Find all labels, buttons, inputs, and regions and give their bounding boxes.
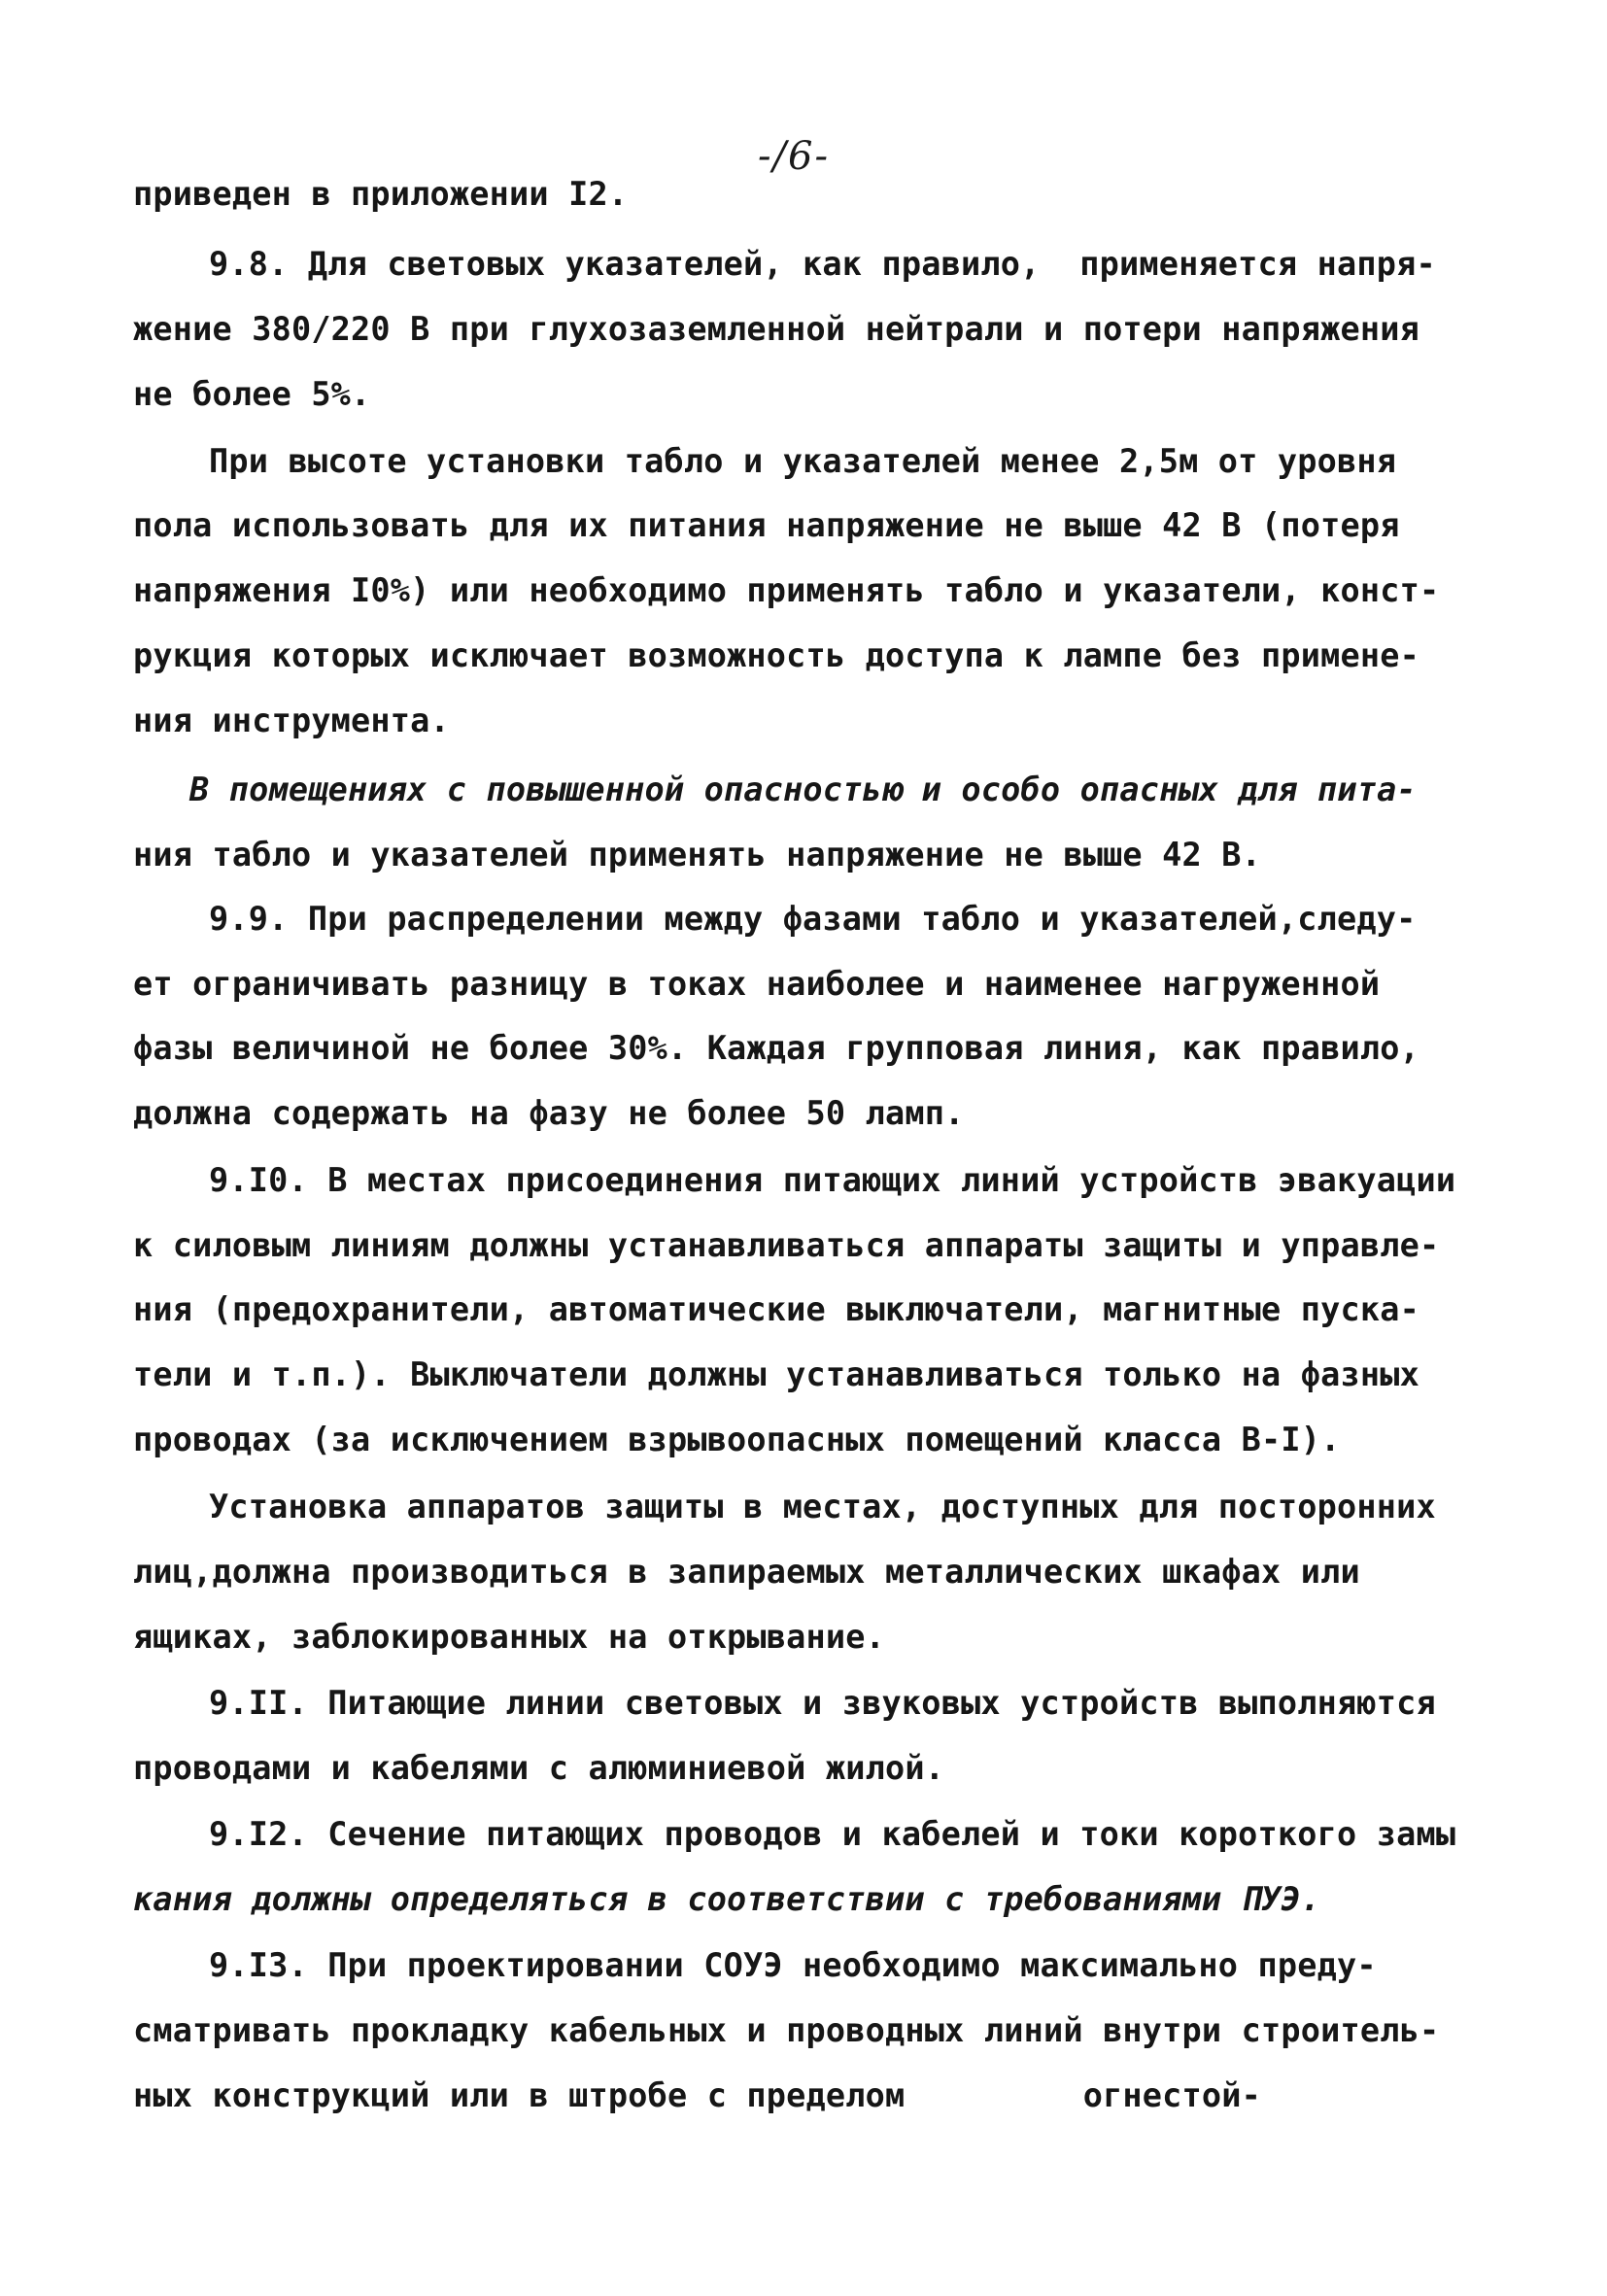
text-line: 9.II. Питающие линии световых и звуковых устройств выполняются xyxy=(209,1684,1436,1722)
text-line: лиц,должна производиться в запираемых металлических шкафах или xyxy=(133,1553,1360,1591)
text-line: проводами и кабелями с алюминиевой жилой. xyxy=(133,1749,945,1787)
text-line: не более 5%. xyxy=(133,375,371,413)
text-line: ния табло и указателей применять напряжение не выше 42 В. xyxy=(133,836,1262,874)
text-line: кания должны определяться в соответствии с требованиями ПУЭ. xyxy=(133,1880,1321,1918)
text-line: жение 380/220 В при глухозаземленной нейтрали и потери напряжения xyxy=(133,310,1419,348)
page-number: -/6- xyxy=(758,134,830,179)
text-line: 9.9. При распределении между фазами табло и указателей,следу- xyxy=(209,900,1417,938)
text-line: 9.8. Для световых указателей, как правило, применяется напря- xyxy=(209,245,1436,283)
text-line: 9.I0. В местах присоединения питающих линий устройств эвакуации xyxy=(209,1161,1456,1199)
text-line: ния инструмента. xyxy=(133,702,450,739)
text-line: тели и т.п.). Выключатели должны устанавливаться только на фазных xyxy=(133,1355,1419,1393)
text-line: приведен в приложении I2. xyxy=(133,175,629,213)
text-line: напряжения I0%) или необходимо применять табло и указатели, конст- xyxy=(133,571,1440,609)
text-line: пола использовать для их питания напряжение не выше 42 В (потеря xyxy=(133,506,1400,544)
text-line: рукция которых исключает возможность доступа к лампе без примене- xyxy=(133,636,1419,674)
text-line: При высоте установки табло и указателей менее 2,5м от уровня xyxy=(209,442,1397,480)
text-line: 9.I3. При проектировании СОУЭ необходимо максимально преду- xyxy=(209,1946,1377,1984)
text-line: проводах (за исключением взрывоопасных помещений класса В-I). xyxy=(133,1421,1341,1458)
text-line: фазы величиной не более 30%. Каждая групповая линия, как правило, xyxy=(133,1029,1419,1067)
text-line: В помещениях с повышенной опасностью и особо опасных для пита- xyxy=(189,771,1417,808)
text-line: ет ограничивать разницу в токах наиболее и наименее нагруженной xyxy=(133,965,1381,1003)
text-line: к силовым линиям должны устанавливаться аппараты защиты и управле- xyxy=(133,1226,1440,1264)
text-line: 9.I2. Сечение питающих проводов и кабелей и токи короткого замы xyxy=(209,1815,1456,1853)
text-line: сматривать прокладку кабельных и проводных линий внутри строитель- xyxy=(133,2011,1440,2049)
text-line: ных конструкций или в штробе с пределом огнестой- xyxy=(133,2076,1262,2114)
text-line: должна содержать на фазу не более 50 ламп. xyxy=(133,1094,965,1132)
text-line: ящиках, заблокированных на открывание. xyxy=(133,1618,886,1656)
text-line: Установка аппаратов защиты в местах, доступных для посторонних xyxy=(209,1488,1436,1525)
text-line: ния (предохранители, автоматические выключатели, магнитные пуска- xyxy=(133,1290,1419,1328)
